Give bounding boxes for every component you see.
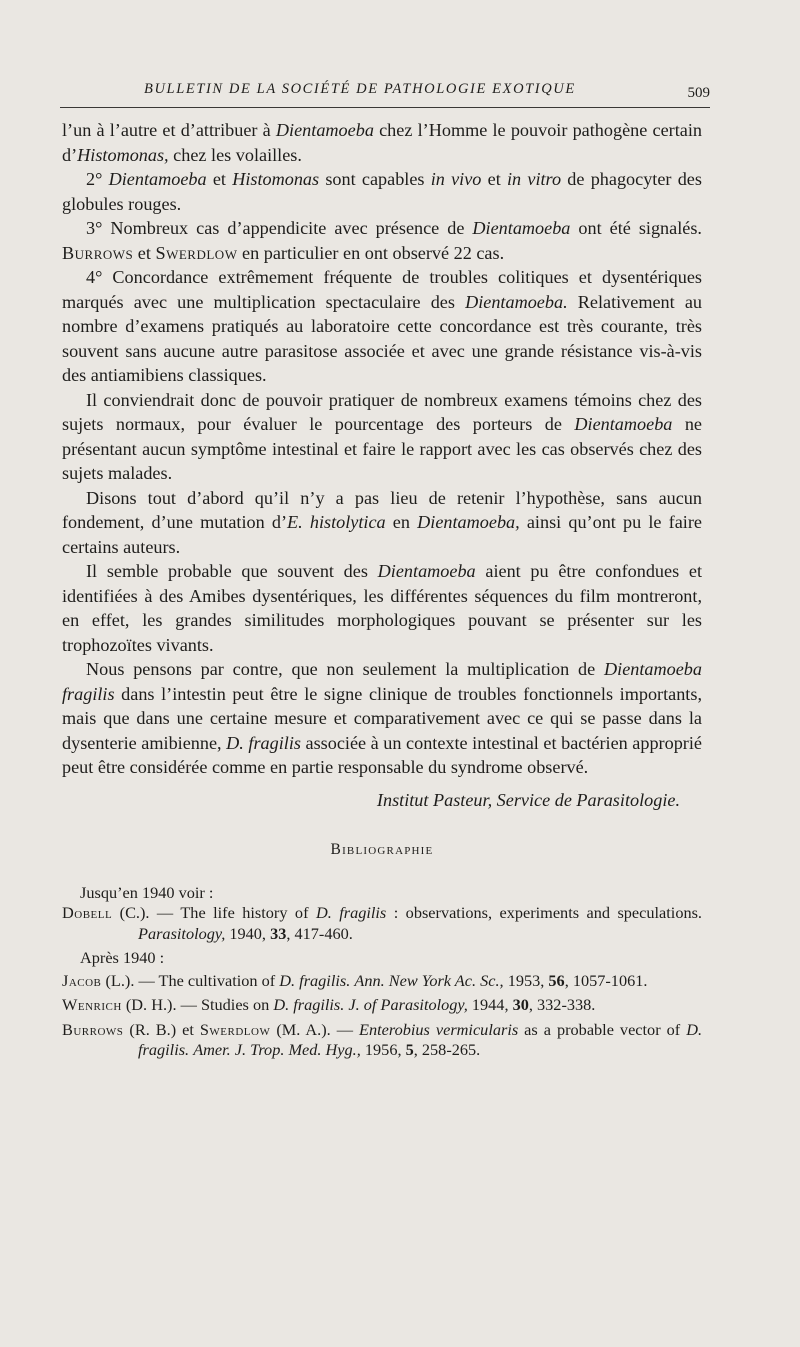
paragraph-7: Il semble probable que souvent des Dientamoeba aient pu être confondues et identifiées à des Amibes dysentériques, les différentes séquences du film montreront, en effet, les grandes similitudes morphologiques pouvant se présenter sur les trophozoïtes vivants. [62,561,702,655]
paragraph-1: l’un à l’autre et d’attribuer à Dientamoeba chez l’Homme le pouvoir pathogène certain d’Histomonas, chez les volailles. [62,120,702,165]
running-title: BULLETIN DE LA SOCIÉTÉ DE PATHOLOGIE EXOTIQUE [144,81,576,97]
running-header [60,77,710,108]
reference-wenrich: Wenrich (D. H.). — Studies on D. fragilis. J. of Parasitology, 1944, 30, 332-338. [62,995,596,1014]
bibliography-lead: Jusqu’en 1940 voir : [80,882,214,902]
page-number: 509 [687,85,710,101]
author-affiliation: Institut Pasteur, Service de Parasitologie. [376,789,680,810]
reference-jacob: Jacob (L.). — The cultivation of D. fragilis. Ann. New York Ac. Sc., 1953, 56, 1057-1061. [62,970,648,990]
paragraph-3: 3° Nombreux cas d’appendicite avec présence de Dientamoeba ont été signalés. Burrows et Swerdlow en particulier en ont observé 22 cas. [62,218,702,263]
paragraph-4: 4° Concordance extrêmement fréquente de troubles colitiques et dysentériques marqués avec une multiplication spectaculaire des Dientamoeba. Relativement au nombre d’examens pratiqués au laboratoire cette concordance est très courante, très souvent sans aucune autre parasitose associée et avec une grande résistance vis-à-vis des antiamibiens classiques. [62,267,702,385]
article-body [62,118,702,1065]
paragraph-5: Il conviendrait donc de pouvoir pratiquer de nombreux examens témoins chez des sujets normaux, pour évaluer le pourcentage des porteurs de Dientamoeba ne présentant aucun symptôme intestinal et faire le rapport avec les cas observés chez des sujets malades. [62,389,702,483]
bibliography-list [62,883,702,1061]
paragraph-6: Disons tout d’abord qu’il n’y a pas lieu de retenir l’hypothèse, sans aucun fondement, d’une mutation d’E. histolytica en Dientamoeba, ainsi qu’ont pu le faire certains auteurs. [62,487,702,557]
reference-burrows-swerdlow: Burrows (R. B.) et Swerdlow (M. A.). — Enterobius vermicularis as a probable vector of D. fragilis. Amer. J. Trop. Med. Hyg., 1956, 5, 258-265. [62,1019,703,1059]
bibliography-heading: Bibliographie [330,841,434,858]
bibliography-subheading: Après 1940 : [80,948,165,967]
paragraph-8: Nous pensons par contre, que non seulement la multiplication de Dientamoeba fragilis dans l’intestin peut être le signe clinique de troubles fonctionnels importants, mais que dans une certaine mesure et comparativement avec ce qui se passe dans la dysenterie amibienne, D. fragilis associée à un contexte intestinal et bactérien approprié peut être considérée comme en partie responsable du syndrome observé. [62,659,702,777]
reference-dobell: Dobell (C.). — The life history of D. fragilis : observations, experiments and speculations. Parasitology, 1940, 33, 417-460. [62,903,703,943]
paragraph-2: 2° Dientamoeba et Histomonas sont capables in vivo et in vitro de phagocyter des globules rouges. [62,169,702,214]
